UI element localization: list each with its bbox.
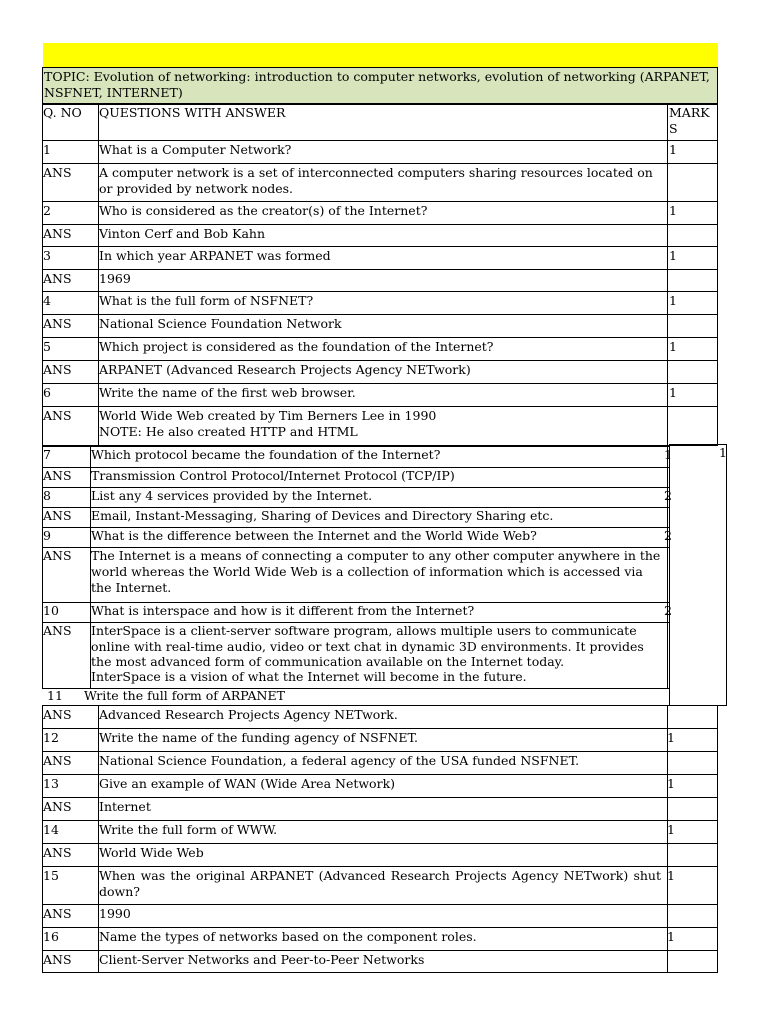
question-text: Write the name of the first web browser. (99, 385, 356, 400)
question-text: Which protocol became the foundation of the Internet? (91, 447, 441, 462)
row-number: 4 (43, 293, 51, 308)
row-divider (42, 360, 718, 361)
row-number: 14 (43, 822, 59, 837)
column-divider (667, 446, 668, 688)
row-number: 9 (43, 528, 51, 543)
answer-text: ARPANET (Advanced Research Projects Agency NETwork) (99, 362, 471, 377)
row-number: ANS (43, 753, 72, 768)
row-marks: 1 (669, 385, 677, 400)
row-divider (42, 972, 718, 973)
row-number: ANS (43, 799, 72, 814)
answer-text: World Wide Web created by Tim Berners Lee in 1990 (99, 408, 437, 423)
row-number: ANS (43, 362, 72, 377)
column-divider (717, 104, 718, 445)
row-divider (42, 866, 718, 867)
question-text: Which project is considered as the foundation of the Internet? (99, 339, 494, 354)
column-divider (726, 444, 727, 706)
answer-text: 1990 (99, 906, 131, 921)
stray-marks: 1 (719, 445, 727, 460)
row-divider (42, 246, 718, 247)
row-number: ANS (43, 468, 72, 483)
question-text: When was the original ARPANET (Advanced Research Projects Agency NETwork) shut down? (99, 868, 661, 899)
question-text: What is the difference between the Internet and the World Wide Web? (91, 528, 537, 543)
answer-text: 1969 (99, 271, 131, 286)
question-text: Write the name of the funding agency of NSFNET. (99, 730, 418, 745)
row-divider (42, 314, 718, 315)
row-number: ANS (43, 226, 72, 241)
column-divider (669, 444, 670, 706)
row-number: ANS (43, 408, 72, 423)
row-number: 12 (43, 730, 59, 745)
row-marks: 1 (667, 929, 675, 944)
header-marks-wrap: S (669, 121, 678, 136)
row-divider (42, 797, 718, 798)
question-text: List any 4 services provided by the Internet. (91, 488, 373, 503)
answer-text: Internet (99, 799, 151, 814)
row-number: 2 (43, 203, 51, 218)
row-divider (42, 774, 718, 775)
topic-cell (42, 67, 718, 104)
question-text: In which year ARPANET was formed (99, 248, 331, 263)
row-divider (42, 705, 718, 706)
row-number: ANS (43, 906, 72, 921)
question-text: Give an example of WAN (Wide Area Network) (99, 776, 396, 791)
row-divider (42, 337, 718, 338)
row-divider (42, 904, 718, 905)
row-marks: 1 (664, 447, 672, 462)
answer-text: The Internet is a means of connecting a computer to any other computer anywhere in the world whereas the World Wide Web is a collection of information which is accessed via the Internet. (91, 548, 661, 595)
row-number: 10 (43, 603, 59, 618)
row-marks: 1 (667, 822, 675, 837)
row-marks: 1 (669, 142, 677, 157)
answer-text: Vinton Cerf and Bob Kahn (99, 226, 266, 241)
answer-text: A computer network is a set of interconnected computers sharing resources located on or provided by network nodes. (99, 165, 653, 196)
answer-text: National Science Foundation, a federal agency of the USA funded NSFNET. (99, 753, 580, 768)
row-number: 3 (43, 248, 51, 263)
row-divider (42, 383, 718, 384)
row-number: 15 (43, 868, 59, 883)
row-number: 5 (43, 339, 51, 354)
question-text: Name the types of networks based on the component roles. (99, 929, 477, 944)
row-divider (42, 927, 718, 928)
row-number: 16 (43, 929, 59, 944)
header-marks: MARK (669, 105, 710, 120)
question-text: Who is considered as the creator(s) of the Internet? (99, 203, 428, 218)
row-marks: 1 (669, 339, 677, 354)
topic-text: TOPIC: Evolution of networking: introduction to computer networks, evolution of networking (ARPANET, NSFNET, INTERNET) (44, 69, 710, 100)
header-highlight-bar (43, 43, 718, 67)
row-divider (42, 843, 718, 844)
answer-text: InterSpace is a client-server software program, allows multiple users to communicate online with real-time audio, video or text chat in dynamic 3D environments. It provides the most advanced form of communication available on the Internet today. (91, 623, 644, 669)
row-number: 6 (43, 385, 51, 400)
row-marks: 2 (664, 603, 672, 618)
row-divider (42, 201, 718, 202)
question-text: What is the full form of NSFNET? (99, 293, 314, 308)
row-marks: 1 (667, 776, 675, 791)
answer-text: National Science Foundation Network (99, 316, 342, 331)
row-marks: 1 (667, 730, 675, 745)
row-divider (42, 728, 718, 729)
answer-text: Email, Instant-Messaging, Sharing of Devices and Directory Sharing etc. (91, 508, 554, 523)
row-marks: 1 (669, 248, 677, 263)
row-divider (42, 950, 718, 951)
row-number: 1 (43, 142, 51, 157)
row-marks: 1 (669, 293, 677, 308)
row-number: 8 (43, 488, 51, 503)
row-marks: 2 (664, 488, 672, 503)
row-number: ANS (43, 548, 72, 563)
row-marks: 2 (664, 528, 672, 543)
row-number: ANS (43, 845, 72, 860)
answer-note: InterSpace is a vision of what the Internet will become in the future. (91, 669, 527, 684)
row-number: ANS (43, 508, 72, 523)
header-questions: QUESTIONS WITH ANSWER (99, 105, 286, 120)
row-divider (42, 751, 718, 752)
row-number: ANS (43, 165, 72, 180)
column-divider (717, 705, 718, 972)
question-text: What is a Computer Network? (99, 142, 292, 157)
row-number: ANS (43, 271, 72, 286)
answer-text: Advanced Research Projects Agency NETwork. (99, 707, 398, 722)
row-number: ANS (43, 707, 72, 722)
answer-note: NOTE: He also created HTTP and HTML (99, 424, 358, 439)
row-number: 7 (43, 447, 51, 462)
question-text: Write the full form of ARPANET (84, 688, 285, 703)
row-divider (42, 406, 718, 407)
row-number: ANS (43, 623, 72, 638)
row-number: ANS (43, 316, 72, 331)
row-number: 13 (43, 776, 59, 791)
answer-text: World Wide Web (99, 845, 204, 860)
question-text: Write the full form of WWW. (99, 822, 278, 837)
header-qno: Q. NO (43, 105, 82, 120)
row-divider (42, 820, 718, 821)
row-divider (42, 163, 718, 164)
row-divider (42, 140, 718, 141)
question-text: What is interspace and how is it different from the Internet? (91, 603, 475, 618)
row-divider (42, 224, 718, 225)
column-divider (667, 104, 668, 445)
row-divider (42, 291, 718, 292)
answer-text: Transmission Control Protocol/Internet Protocol (TCP/IP) (91, 468, 455, 483)
row-number: ANS (43, 952, 72, 967)
answer-text: Client-Server Networks and Peer-to-Peer Networks (99, 952, 425, 967)
row-marks: 1 (669, 203, 677, 218)
row-divider (42, 269, 718, 270)
row-number: 11 (47, 688, 63, 703)
row-marks: 1 (667, 868, 675, 883)
